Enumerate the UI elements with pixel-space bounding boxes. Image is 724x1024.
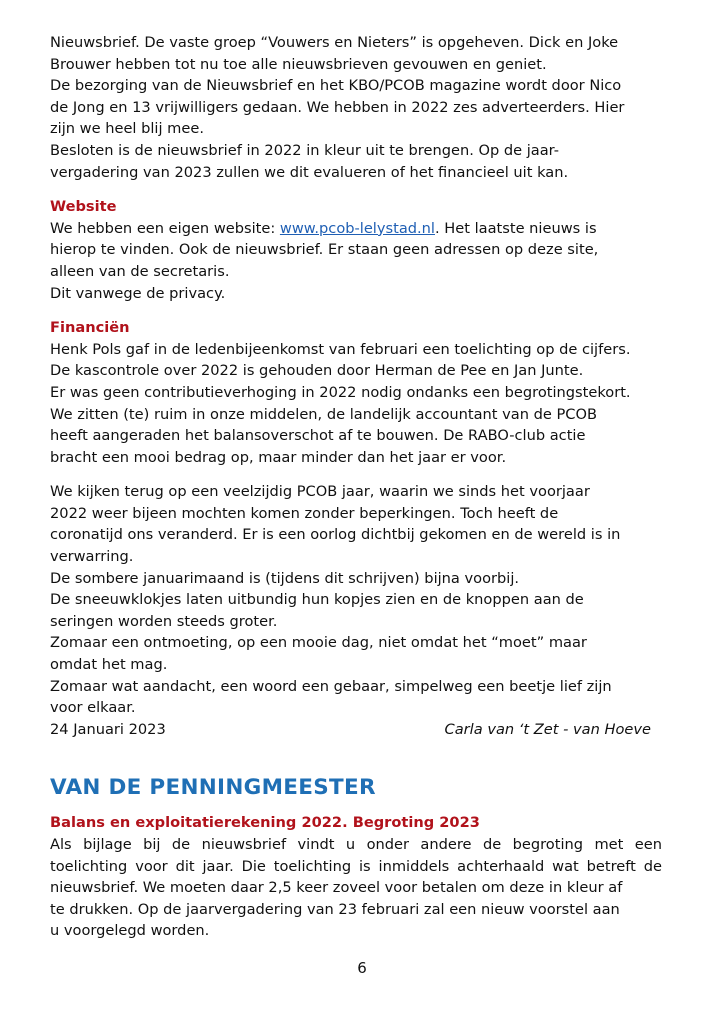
text-line: bracht een mooi bedrag op, maar minder dan het jaar er voor. [50,448,507,466]
text-line: De sombere januarimaand is (tijdens dit schrijven) bijna voorbij. [50,569,520,587]
intro-paragraph [50,32,662,183]
text-line: Zomaar wat aandacht, een woord een gebaar, simpelweg een beetje lief zijn [50,677,612,695]
text-line: We zitten (te) ruim in onze middelen, de landelijk accountant van de PCOB [50,405,597,423]
text-line: Dit vanwege de privacy. [50,284,226,302]
text-line [50,218,662,240]
text-line: seringen worden steeds groter. [50,612,278,630]
text-line: Zomaar een ontmoeting, op een mooie dag, niet omdat het “moet” maar [50,634,587,652]
text-line: zijn we heel blij mee. [50,120,204,138]
text-line: Nieuwsbrief. De vaste groep “Vouwers en Nieters” is opgeheven. Dick en Joke [50,34,619,51]
text-line: Brouwer hebben tot nu toe alle nieuwsbrieven gevouwen en geniet. [50,55,547,73]
text-line: alleen van de secretaris. [50,262,230,280]
reflection-paragraph [50,481,662,740]
penningmeester-section [50,812,662,942]
text-line: hierop te vinden. Ook de nieuwsbrief. Er staan geen adressen op deze site, [50,241,599,259]
website-link[interactable]: www.pcob-lelystad.nl [279,219,435,237]
signature-line [50,719,651,741]
text-line: We kijken terug op een veelzijdig PCOB jaar, waarin we sinds het voorjaar [50,483,590,501]
text-line: Als bijlage bij de nieuwsbrief vindt u onder andere de begroting met een [50,836,662,853]
section-title: VAN DE PENNINGMEESTER [50,775,376,801]
text-line: vergadering van 2023 zullen we dit evalueren of het financieel uit kan. [50,163,569,181]
signature-date: 24 Januari 2023 [50,720,166,738]
text-line: heeft aangeraden het balansoverschot af te bouwen. De RABO-club actie [50,427,586,445]
text-line: toelichting voor dit jaar. Die toelichting is inmiddels achterhaald wat betreft de [50,857,662,875]
text-line: coronatijd ons veranderd. Er is een oorlog dichtbij gekomen en de wereld is in [50,526,621,544]
text-line: Henk Pols gaf in de ledenbijeenkomst van februari een toelichting op de cijfers. [50,340,631,358]
penningmeester-subheading: Balans en exploitatierekening 2022. Begroting 2023 [50,814,480,832]
document-page [50,32,662,942]
text-line: De kascontrole over 2022 is gehouden door Herman de Pee en Jan Junte. [50,362,584,380]
text-line: u voorgelegd worden. [50,922,210,940]
text-line: Er was geen contributieverhoging in 2022 nodig ondanks een begrotingstekort. [50,383,631,401]
financien-section [50,317,662,468]
text-line: nieuwsbrief. We moeten daar 2,5 keer zoveel voor betalen om deze in kleur af [50,879,623,897]
text-line: omdat het mag. [50,656,168,674]
text-line: de Jong en 13 vrijwilligers gedaan. We hebben in 2022 zes adverteerders. Hier [50,98,625,116]
text-line: Besloten is de nieuwsbrief in 2022 in kleur uit te brengen. Op de jaar- [50,141,560,159]
text-fragment: . Het laatste nieuws is [434,219,597,237]
text-fragment: We hebben een eigen website: [50,219,280,237]
financien-heading: Financiën [50,319,130,337]
text-line: voor elkaar. [50,699,136,717]
website-section [50,196,662,304]
signature-author: Carla van ‘t Zet - van Hoeve [444,720,651,738]
website-heading: Website [50,198,117,216]
text-line: De bezorging van de Nieuwsbrief en het KBO/PCOB magazine wordt door Nico [50,77,622,95]
page-number: 6 [357,959,367,977]
text-line: te drukken. Op de jaarvergadering van 23 februari zal een nieuw voorstel aan [50,900,620,918]
text-line: De sneeuwklokjes laten uitbundig hun kopjes zien en de knoppen aan de [50,591,584,609]
text-line: 2022 weer bijeen mochten komen zonder beperkingen. Toch heeft de [50,504,559,522]
text-line: verwarring. [50,548,134,566]
